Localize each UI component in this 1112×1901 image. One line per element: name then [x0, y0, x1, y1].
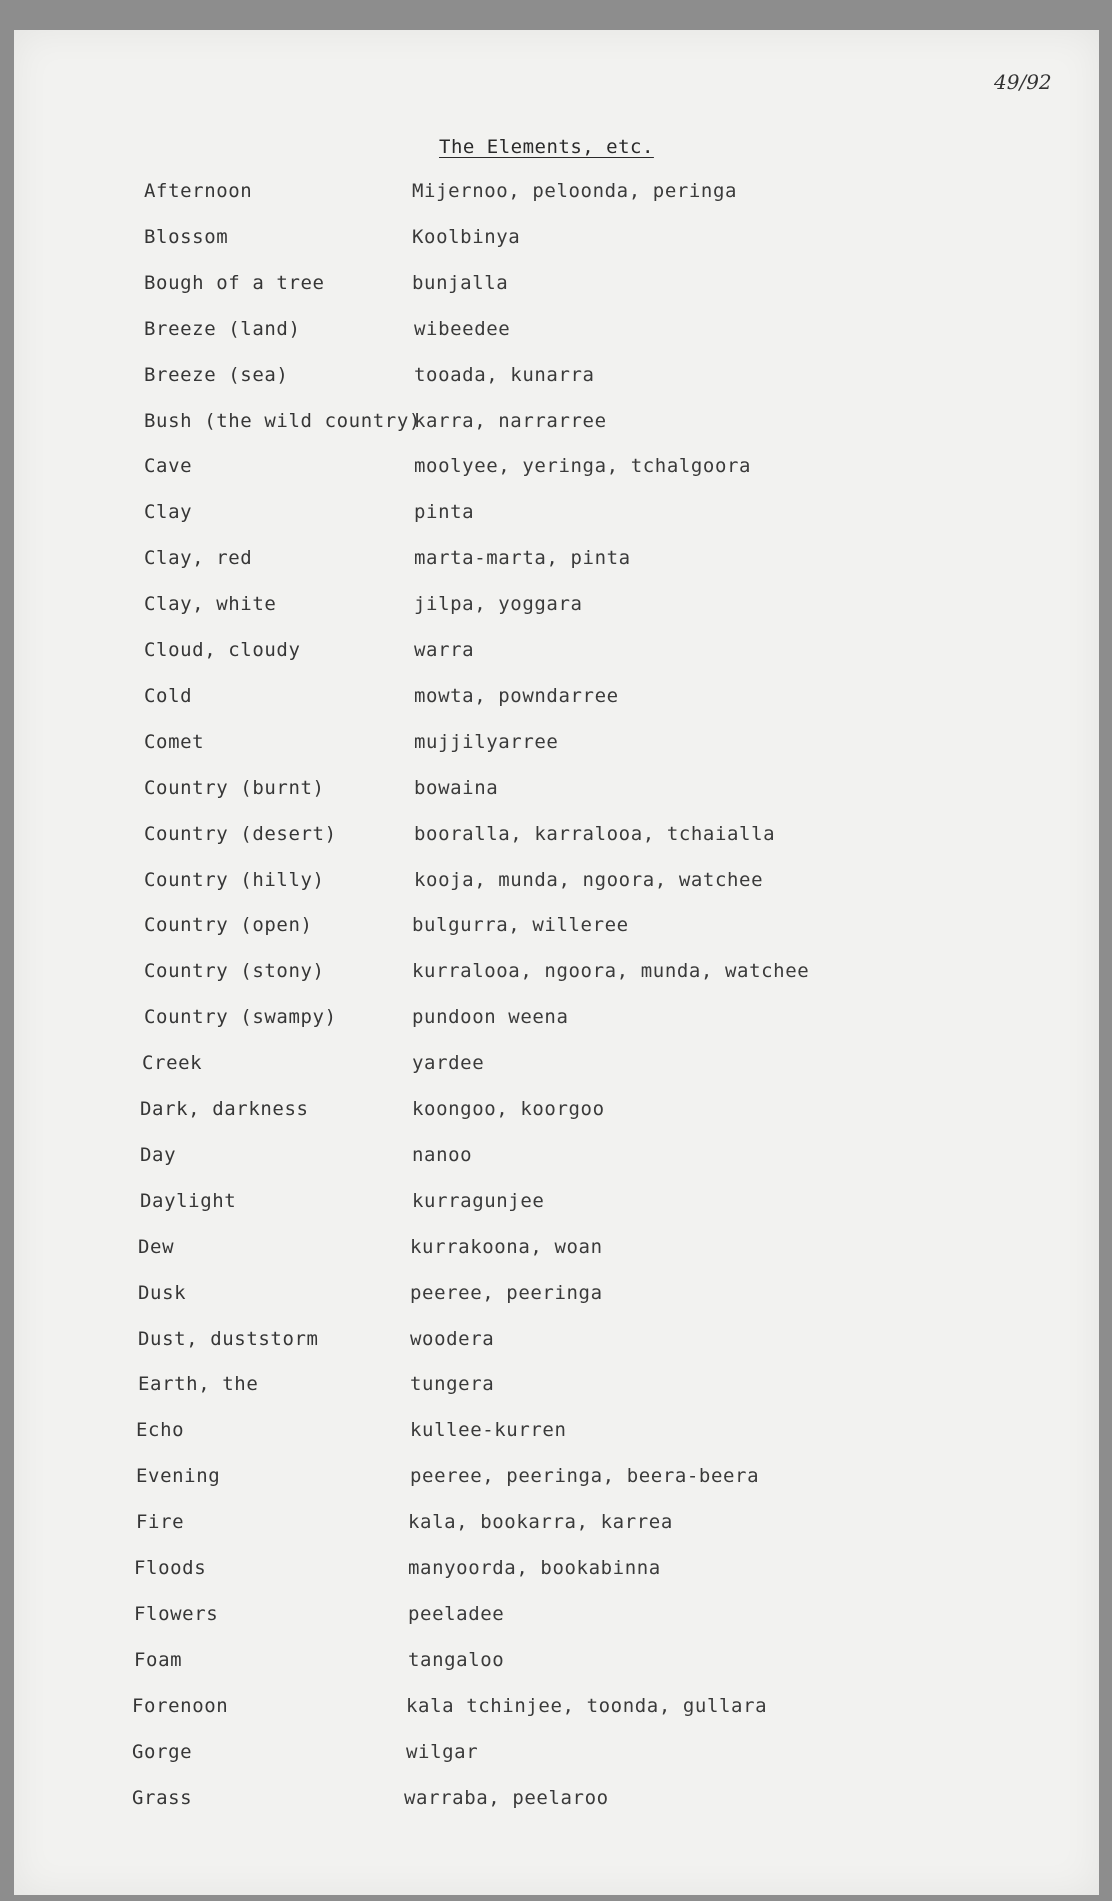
vocabulary-row	[14, 1328, 914, 1358]
aboriginal-translation: karra, narrarree	[414, 410, 607, 432]
english-term: Earth, the	[138, 1373, 259, 1395]
aboriginal-translation: woodera	[410, 1328, 495, 1350]
aboriginal-translation: peeladee	[408, 1603, 505, 1625]
vocabulary-row	[14, 1282, 914, 1312]
vocabulary-row	[14, 272, 914, 302]
vocabulary-row	[14, 1649, 914, 1679]
aboriginal-translation: wilgar	[406, 1741, 479, 1763]
aboriginal-translation: tangaloo	[408, 1649, 505, 1671]
vocabulary-row	[14, 1419, 914, 1449]
english-term: Cloud, cloudy	[144, 639, 301, 661]
aboriginal-translation: bulgurra, willeree	[412, 914, 629, 936]
vocabulary-row	[14, 823, 914, 853]
english-term: Day	[140, 1144, 177, 1166]
vocabulary-row	[14, 1190, 914, 1220]
english-term: Clay, red	[144, 547, 253, 569]
vocabulary-row	[14, 960, 914, 990]
vocabulary-row	[14, 364, 914, 394]
aboriginal-translation: kullee-kurren	[410, 1419, 567, 1441]
vocabulary-row	[14, 1695, 914, 1725]
english-term: Breeze (sea)	[144, 364, 289, 386]
english-term: Cold	[144, 685, 193, 707]
vocabulary-row	[14, 777, 914, 807]
vocabulary-row	[14, 455, 914, 485]
english-term: Country (stony)	[144, 960, 325, 982]
vocabulary-row	[14, 318, 914, 348]
vocabulary-row	[14, 1144, 914, 1174]
aboriginal-translation: kooja, munda, ngoora, watchee	[414, 869, 764, 891]
aboriginal-translation: tooada, kunarra	[414, 364, 595, 386]
english-term: Daylight	[140, 1190, 237, 1212]
aboriginal-translation: jilpa, yoggara	[414, 593, 583, 615]
english-term: Evening	[136, 1465, 221, 1487]
aboriginal-translation: kala tchinjee, toonda, gullara	[406, 1695, 768, 1717]
vocabulary-row	[14, 593, 914, 623]
vocabulary-row	[14, 1006, 914, 1036]
english-term: Creek	[142, 1052, 203, 1074]
vocabulary-row	[14, 1603, 914, 1633]
aboriginal-translation: manyoorda, bookabinna	[408, 1557, 661, 1579]
aboriginal-translation: kurralooa, ngoora, munda, watchee	[412, 960, 810, 982]
english-term: Country (burnt)	[144, 777, 325, 799]
aboriginal-translation: warraba, peelaroo	[404, 1787, 609, 1809]
aboriginal-translation: yardee	[412, 1052, 485, 1074]
vocabulary-row	[14, 1098, 914, 1128]
vocabulary-row	[14, 226, 914, 256]
english-term: Floods	[134, 1557, 207, 1579]
english-term: Afternoon	[144, 180, 253, 202]
english-term: Echo	[136, 1419, 185, 1441]
english-term: Clay, white	[144, 593, 277, 615]
english-term: Breeze (land)	[144, 318, 301, 340]
aboriginal-translation: booralla, karralooa, tchaialla	[414, 823, 776, 845]
english-term: Clay	[144, 501, 193, 523]
english-term: Gorge	[132, 1741, 193, 1763]
aboriginal-translation: kala, bookarra, karrea	[408, 1511, 673, 1533]
english-term: Country (desert)	[144, 823, 337, 845]
vocabulary-row	[14, 1052, 914, 1082]
aboriginal-translation: nanoo	[412, 1144, 473, 1166]
page-title	[439, 136, 654, 158]
english-term: Cave	[144, 455, 193, 477]
english-term: Dusk	[138, 1282, 187, 1304]
aboriginal-translation: kurragunjee	[412, 1190, 545, 1212]
vocabulary-row	[14, 1465, 914, 1495]
english-term: Fire	[136, 1511, 185, 1533]
vocabulary-row	[14, 731, 914, 761]
aboriginal-translation: kurrakoona, woan	[410, 1236, 603, 1258]
english-term: Flowers	[134, 1603, 219, 1625]
english-term: Dark, darkness	[140, 1098, 309, 1120]
aboriginal-translation: tungera	[410, 1373, 495, 1395]
vocabulary-row	[14, 1741, 914, 1771]
aboriginal-translation: Mijernoo, peloonda, peringa	[412, 180, 738, 202]
english-term: Bush (the wild country)	[144, 410, 421, 432]
aboriginal-translation: moolyee, yeringa, tchalgoora	[414, 455, 752, 477]
english-term: Country (swampy)	[144, 1006, 337, 1028]
aboriginal-translation: wibeedee	[414, 318, 511, 340]
vocabulary-row	[14, 914, 914, 944]
aboriginal-translation: mowta, powndarree	[414, 685, 619, 707]
page-title-text: The Elements, etc.	[439, 136, 654, 158]
document-page	[14, 30, 1099, 1895]
english-term: Blossom	[144, 226, 229, 248]
aboriginal-translation: Koolbinya	[412, 226, 521, 248]
aboriginal-translation: mujjilyarree	[414, 731, 559, 753]
english-term: Forenoon	[132, 1695, 229, 1717]
vocabulary-row	[14, 1511, 914, 1541]
aboriginal-translation: pinta	[414, 501, 475, 523]
english-term: Comet	[144, 731, 205, 753]
vocabulary-row	[14, 1787, 914, 1817]
vocabulary-row	[14, 547, 914, 577]
english-term: Country (hilly)	[144, 869, 325, 891]
aboriginal-translation: marta-marta, pinta	[414, 547, 631, 569]
aboriginal-translation: peeree, peeringa, beera-beera	[410, 1465, 760, 1487]
vocabulary-row	[14, 869, 914, 899]
aboriginal-translation: warra	[414, 639, 475, 661]
english-term: Country (open)	[144, 914, 313, 936]
vocabulary-row	[14, 501, 914, 531]
vocabulary-row	[14, 410, 914, 440]
vocabulary-row	[14, 639, 914, 669]
english-term: Dust, duststorm	[138, 1328, 319, 1350]
vocabulary-row	[14, 685, 914, 715]
page-number: 49/92	[994, 70, 1052, 94]
vocabulary-row	[14, 1236, 914, 1266]
english-term: Bough of a tree	[144, 272, 325, 294]
aboriginal-translation: pundoon weena	[412, 1006, 569, 1028]
vocabulary-row	[14, 180, 914, 210]
english-term: Foam	[134, 1649, 183, 1671]
vocabulary-row	[14, 1373, 914, 1403]
aboriginal-translation: bowaina	[414, 777, 499, 799]
aboriginal-translation: bunjalla	[412, 272, 509, 294]
aboriginal-translation: koongoo, koorgoo	[412, 1098, 605, 1120]
english-term: Grass	[132, 1787, 193, 1809]
english-term: Dew	[138, 1236, 175, 1258]
vocabulary-row	[14, 1557, 914, 1587]
aboriginal-translation: peeree, peeringa	[410, 1282, 603, 1304]
